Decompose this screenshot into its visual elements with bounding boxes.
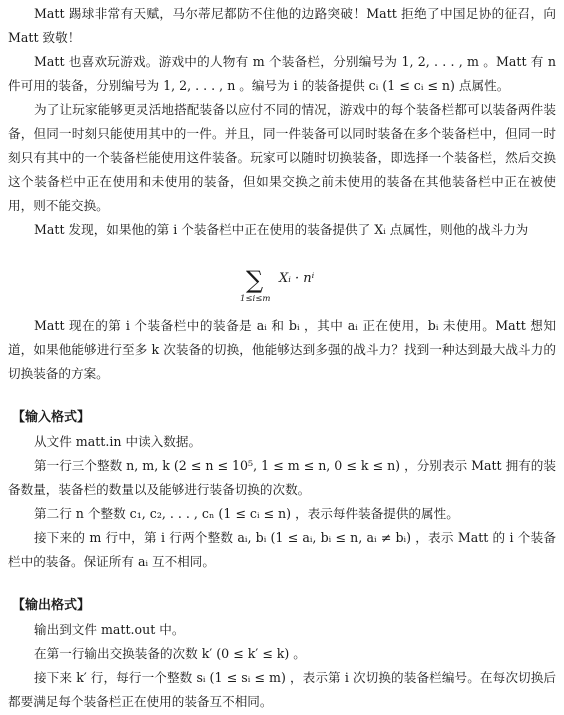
input-paragraph-1: 从文件 matt.in 中读入数据。 — [34, 434, 202, 449]
input-paragraph-4: 接下来的 m 行中，第 i 行两个整数 aᵢ, bᵢ (1 ≤ aᵢ, bᵢ ≤ n, aᵢ ≠ bᵢ) ，表示 Matt 的 i 个装备栏中的装备。保证所有 aᵢ 互不相同。 — [8, 530, 556, 569]
summation-body: Xᵢ · nⁱ — [279, 271, 315, 286]
intro-paragraph-1: Matt 踢球非常有天赋，马尔蒂尼都防不住他的边路突破！Matt 拒绝了中国足协的征召，向 Matt 致敬！ — [8, 6, 556, 45]
output-format-heading: 【输出格式】 — [12, 598, 91, 613]
output-paragraph-2: 在第一行输出交换装备的次数 k′ (0 ≤ k′ ≤ k) 。 — [34, 646, 306, 661]
output-paragraph-3: 接下来 k′ 行，每行一个整数 sᵢ (1 ≤ sᵢ ≤ m) ，表示第 i 次切换的装备栏编号。在每次切换后都要满足每个装备栏正在使用的装备互不相同。 — [8, 670, 556, 709]
intro-paragraph-4: Matt 发现，如果他的第 i 个装备栏中正在使用的装备提供了 Xᵢ 点属性，则他的战斗力为 — [34, 222, 529, 237]
input-paragraph-3: 第二行 n 个整数 c₁, c₂, . . . , cₙ (1 ≤ cᵢ ≤ n) ，表示每件装备提供的属性。 — [34, 506, 459, 521]
summation-symbol: ∑ — [246, 266, 264, 294]
intro-paragraph-2: Matt 也喜欢玩游戏。游戏中的人物有 m 个装备栏，分别编号为 1, 2, . . . , m 。Matt 有 n 件可用的装备，分别编号为 1, 2, . . . , n 。编号为 i 的装备提供 cᵢ (1 ≤ cᵢ ≤ n) 点属性。 — [8, 54, 556, 93]
summation-range: 1≤i≤m — [240, 294, 271, 304]
output-paragraph-1: 输出到文件 matt.out 中。 — [34, 622, 185, 637]
power-formula — [0, 265, 564, 310]
intro-paragraph-3: 为了让玩家能够更灵活地搭配装备以应付不同的情况，游戏中的每个装备栏都可以装备两件装备，但同一时刻只能使用其中的一件。并且，同一件装备可以同时装备在多个装备栏中，但同一时刻只有其中的一个装备栏能使用这件装备。玩家可以随时切换装备，即选择一个装备栏，然后交换这个装备栏中正在使用和未使用的装备，但如果交换之前未使用的装备在其他装备栏中正在被使用，则不能交换。 — [8, 102, 556, 213]
intro-paragraph-5: Matt 现在的第 i 个装备栏中的装备是 aᵢ 和 bᵢ ，其中 aᵢ 正在使用，bᵢ 未使用。Matt 想知道，如果他能够进行至多 k 次装备的切换，他能够达到多强的战斗力？找到一种达到最大战斗力的切换装备的方案。 — [8, 318, 556, 381]
input-format-heading: 【输入格式】 — [12, 410, 91, 425]
input-paragraph-2: 第一行三个整数 n, m, k (2 ≤ n ≤ 10⁵, 1 ≤ m ≤ n, 0 ≤ k ≤ n) ，分别表示 Matt 拥有的装备数量，装备栏的数量以及能够进行装备切换的次数。 — [8, 458, 556, 497]
